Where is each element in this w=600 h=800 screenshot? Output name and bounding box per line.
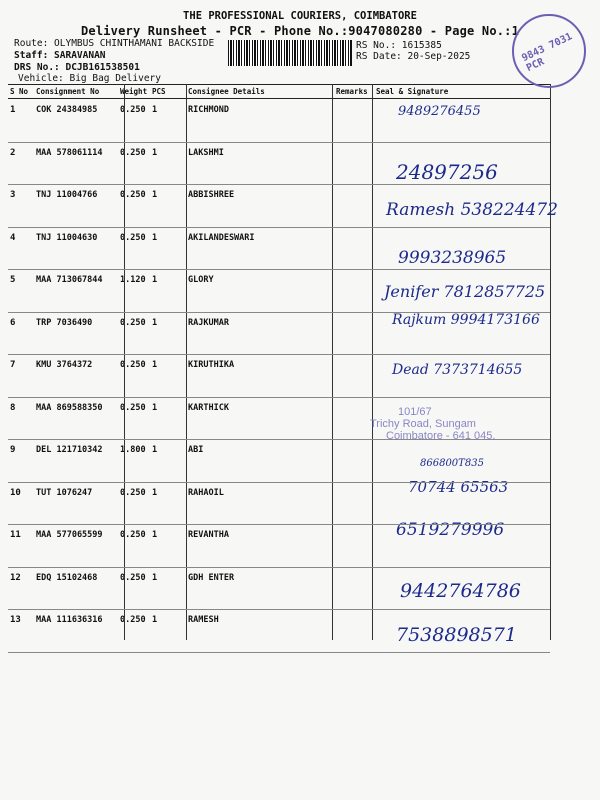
cell-sno: 12 (10, 572, 21, 583)
cell-remarks (334, 312, 374, 355)
cell-consignee: ABBISHREE (188, 190, 235, 200)
cell-pcs: 1 (152, 105, 158, 115)
cell-sno: 5 (10, 275, 16, 285)
row-divider (8, 609, 550, 610)
rs-date: RS Date: 20-Sep-2025 (356, 51, 471, 62)
row-divider (8, 567, 550, 568)
cell-consignee: RAHAOIL (188, 487, 224, 498)
cell-cons: MAA 111636316 (36, 615, 103, 625)
staff-label: Staff: SARAVANAN (14, 50, 106, 61)
row-divider (8, 184, 550, 185)
cell-cons: TUT 1076247 (36, 487, 93, 498)
signature-7: Dead 7373714655 (392, 362, 523, 378)
route-label: Route: OLYMBUS CHINTHAMANI BACKSIDE (14, 38, 215, 49)
cell-cons: MAA 578061114 (36, 147, 103, 158)
cell-weight: 0.250 (120, 105, 146, 115)
col-remarks: Remarks (334, 85, 374, 99)
signature-5: Jenifer 7812857725 (384, 282, 546, 301)
cell-sno: 13 (10, 615, 21, 625)
cell-pcs: 1 (152, 147, 158, 158)
row-divider (8, 439, 550, 440)
cell-pcs: 1 (152, 190, 158, 200)
round-seal-stamp: 9843 7031 PCR (512, 14, 586, 88)
cell-consignee: RICHMOND (188, 105, 229, 115)
cell-consignee: KARTHICK (188, 402, 229, 413)
cell-sno: 4 (10, 232, 16, 243)
cell-cons: TNJ 11004630 (36, 232, 98, 243)
cell-pcs: 1 (152, 317, 158, 328)
cell-consignee: GDH ENTER (188, 572, 235, 583)
signature-10: 70744 65563 (408, 478, 509, 496)
cell-pcs: 1 (152, 530, 158, 540)
cell-sno: 7 (10, 360, 16, 370)
drs-number: DRS No.: DCJB161538501 (14, 62, 140, 73)
signature-3: Ramesh 538224472 (386, 200, 558, 220)
cell-remarks (334, 142, 374, 185)
cell-weight: 0.250 (120, 147, 146, 158)
cell-weight: 0.250 (120, 530, 146, 540)
row-divider (8, 312, 550, 313)
row-divider (8, 397, 550, 398)
row-divider (8, 524, 550, 525)
cell-cons: TRP 7036490 (36, 317, 93, 328)
cell-sno: 11 (10, 530, 21, 540)
cell-sno: 3 (10, 190, 16, 200)
cell-pcs: 1 (152, 360, 158, 370)
cell-weight: 0.250 (120, 402, 146, 413)
cell-consignee: ABI (188, 445, 204, 455)
cell-remarks (334, 269, 374, 312)
company-title: THE PROFESSIONAL COURIERS, COIMBATORE (183, 10, 417, 22)
cell-cons: MAA 713067844 (36, 275, 103, 285)
signature-6: Rajkum 9994173166 (392, 312, 540, 328)
cell-sno: 8 (10, 402, 16, 413)
cell-sno: 10 (10, 487, 21, 498)
cell-remarks (334, 609, 374, 652)
cell-pcs: 1 (152, 402, 158, 413)
cell-consignee: KIRUTHIKA (188, 360, 235, 370)
col-sno: S No (8, 85, 34, 99)
cell-weight: 1.800 (120, 445, 146, 455)
cell-remarks (334, 354, 374, 397)
cell-weight: 0.250 (120, 360, 146, 370)
cell-pcs: 1 (152, 232, 158, 243)
cell-remarks (334, 99, 374, 142)
row-divider (8, 482, 550, 483)
cell-pcs: 1 (152, 615, 158, 625)
cell-consignee: GLORY (188, 275, 214, 285)
cell-pcs: 1 (152, 275, 158, 285)
row-divider (8, 652, 550, 653)
table-header-row (8, 85, 550, 99)
cell-weight: 1.120 (120, 275, 146, 285)
row-divider (8, 227, 550, 228)
col-consignment: Consignment No (34, 85, 118, 99)
row-divider (8, 142, 550, 143)
cell-sno: 9 (10, 445, 16, 455)
cell-consignee: RAMESH (188, 615, 219, 625)
cell-weight: 0.250 (120, 317, 146, 328)
cell-pcs: 1 (152, 445, 158, 455)
cell-consignee: AKILANDESWARI (188, 232, 255, 243)
cell-cons: KMU 3764372 (36, 360, 93, 370)
cell-remarks (334, 227, 374, 270)
cell-cons: DEL 121710342 (36, 445, 103, 455)
cell-weight: 0.250 (120, 615, 146, 625)
col-weight: Weight (118, 85, 150, 99)
col-seal-signature: Seal & Signature (374, 85, 550, 99)
address-stamp-line1: 101/67 (398, 406, 432, 418)
cell-consignee: RAJKUMAR (188, 317, 229, 328)
cell-cons: EDQ 15102468 (36, 572, 98, 583)
cell-remarks (334, 567, 374, 610)
col-pcs: PCS (150, 85, 186, 99)
cell-remarks (334, 397, 374, 440)
cell-consignee: REVANTHA (188, 530, 229, 540)
cell-remarks (334, 482, 374, 525)
runsheet-subtitle: Delivery Runsheet - PCR - Phone No.:9047080280 - Page No.:1 (80, 24, 520, 38)
address-stamp-line2: Trichy Road, Sungam (370, 418, 476, 430)
cell-remarks (334, 524, 374, 567)
cell-sno: 2 (10, 147, 16, 158)
cell-cons: TNJ 11004766 (36, 190, 98, 200)
vehicle-label: Vehicle: Big Bag Delivery (18, 73, 161, 84)
row-divider (8, 269, 550, 270)
cell-cons: MAA 577065599 (36, 530, 103, 540)
cell-weight: 0.250 (120, 232, 146, 243)
cell-weight: 0.250 (120, 190, 146, 200)
cell-remarks (334, 184, 374, 227)
cell-cons: MAA 869588350 (36, 402, 103, 413)
cell-sno: 1 (10, 105, 16, 115)
cell-weight: 0.250 (120, 572, 146, 583)
signature-9: 866800T835 (420, 458, 484, 469)
signature-4: 9993238965 (398, 248, 507, 268)
signature-1: 9489276455 (398, 104, 481, 119)
cell-weight: 0.250 (120, 487, 146, 498)
signature-13: 7538898571 (396, 624, 517, 646)
barcode (228, 40, 352, 66)
row-divider (8, 354, 550, 355)
cell-pcs: 1 (152, 487, 158, 498)
cell-cons: COK 24384985 (36, 105, 98, 115)
signature-11: 6519279996 (396, 520, 505, 540)
rs-number: RS No.: 1615385 (356, 40, 442, 51)
cell-pcs: 1 (152, 572, 158, 583)
signature-2: 24897256 (396, 160, 498, 184)
cell-sno: 6 (10, 317, 16, 328)
cell-remarks (334, 439, 374, 482)
col-consignee: Consignee Details (186, 85, 334, 99)
signature-12: 9442764786 (400, 580, 521, 602)
cell-consignee: LAKSHMI (188, 147, 224, 158)
address-stamp-line3: Coimbatore - 641 045. (386, 430, 496, 442)
